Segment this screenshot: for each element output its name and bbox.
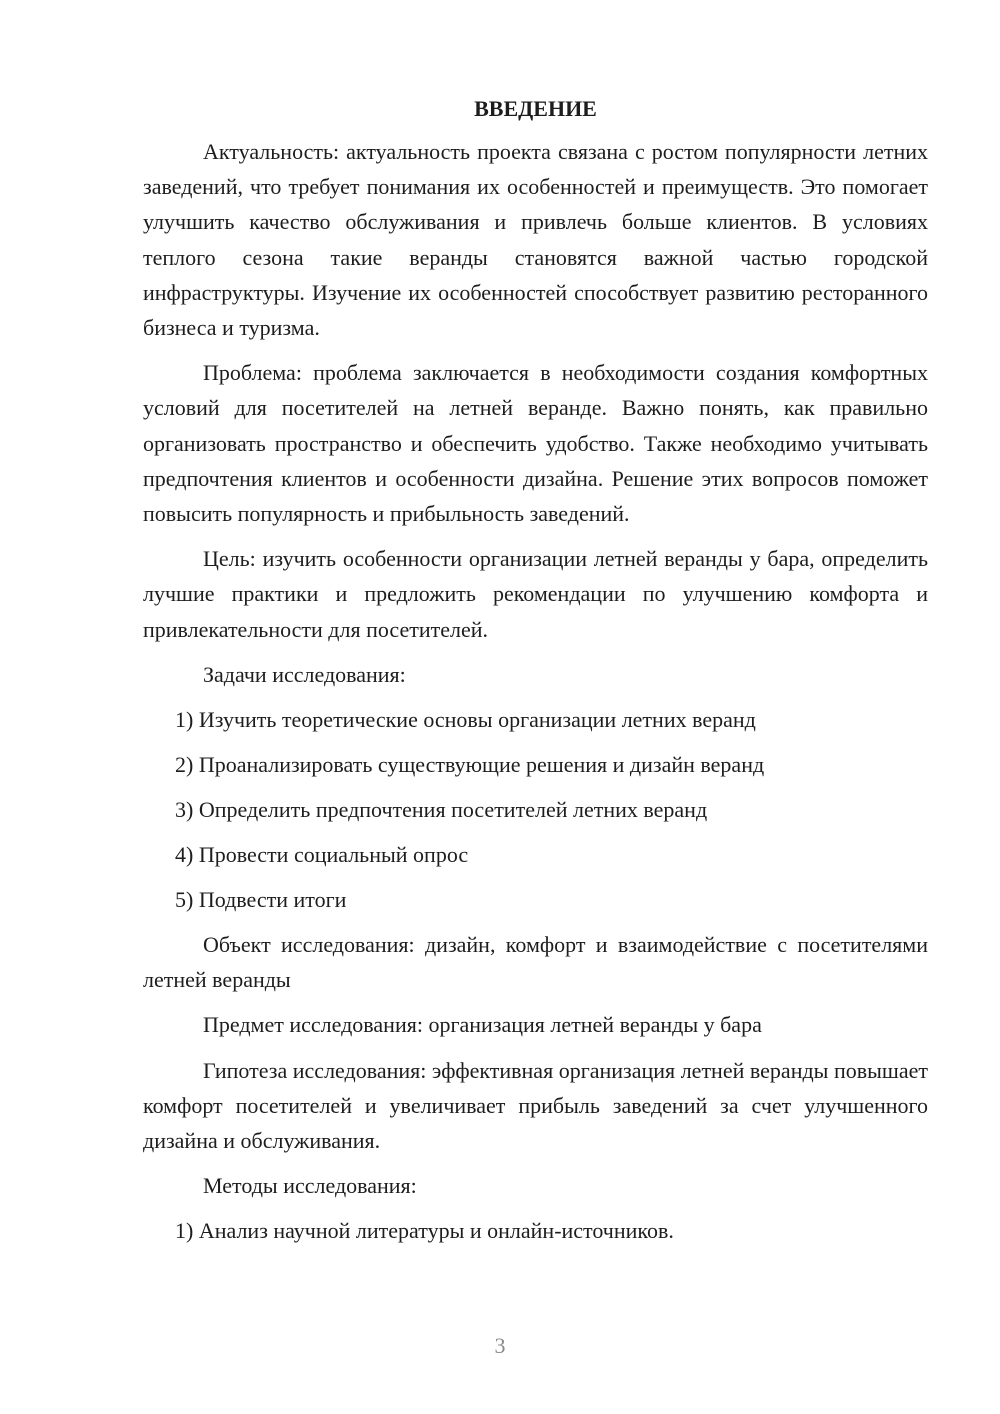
list-item: 3) Определить предпочтения посетителей летних веранд <box>175 797 708 823</box>
methods-title: Методы исследования: <box>203 1173 417 1199</box>
list-item: 1) Изучить теоретические основы организации летних веранд <box>175 707 756 733</box>
tasks-title: Задачи исследования: <box>203 661 406 687</box>
page-title: ВВЕДЕНИЕ <box>474 96 597 121</box>
paragraph-subject: Предмет исследования: организация летней веранды у бара <box>203 1012 762 1038</box>
tasks-list <box>143 702 928 917</box>
paragraph-goal: Цель: изучить особенности организации летней веранды у бара, определить лучшие практики и предложить рекомендации по улучшению комфорта и привлекательности для посетителей. <box>143 546 928 642</box>
list-item: 2) Проанализировать существующие решения и дизайн веранд <box>175 752 765 778</box>
paragraph-problem: Проблема: проблема заключается в необходимости создания комфортных условий для посетителей на летней веранде. Важно понять, как правильно организовать пространство и обеспечить удобство. Также необходимо учитывать предпочтения клиентов и особенности дизайна. Решение этих вопросов поможет повысить популярность и прибыльность заведений. <box>143 360 928 527</box>
methods-list <box>143 1213 928 1248</box>
list-item: 1) Анализ научной литературы и онлайн-источников. <box>175 1218 674 1244</box>
paragraph-relevance: Актуальность: актуальность проекта связана с ростом популярности летних заведений, что требует понимания их особенностей и преимуществ. Это помогает улучшить качество обслуживания и привлечь больше клиентов. В условиях теплого сезона такие веранды становятся важной частью городской инфраструктуры. Изучение их особенностей способствует развитию ресторанного бизнеса и туризма. <box>143 139 928 341</box>
page-number: 3 <box>494 1333 506 1358</box>
list-item: 5) Подвести итоги <box>175 887 347 913</box>
paragraph-object: Объект исследования: дизайн, комфорт и взаимодействие с посетителями летней веранды <box>143 932 928 993</box>
paragraph-hypothesis: Гипотеза исследования: эффективная организация летней веранды повышает комфорт посетителей и увеличивает прибыль заведений за счет улучшенного дизайна и обслуживания. <box>143 1057 928 1154</box>
list-item: 4) Провести социальный опрос <box>175 842 469 868</box>
